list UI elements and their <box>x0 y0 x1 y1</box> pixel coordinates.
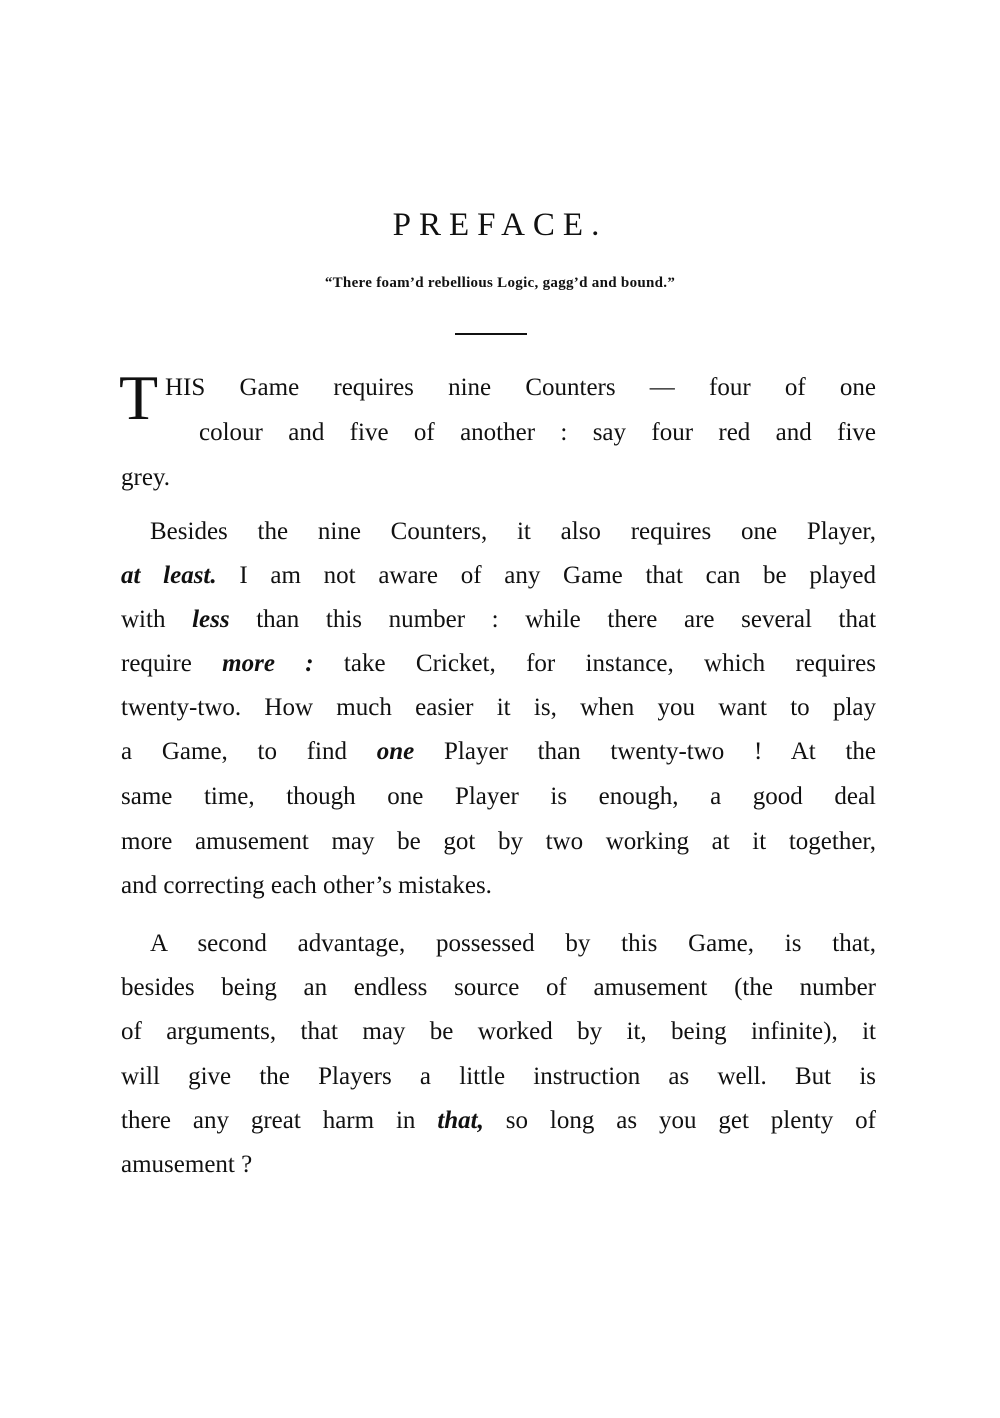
paragraph-2-line-8: more amusement may be got by two working at it together, <box>121 828 876 855</box>
paragraph-1-line-2: colour and five of another : say four red and five <box>199 419 876 446</box>
paragraph-1-line-1: HIS Game requires nine Counters — four of one <box>165 374 876 401</box>
paragraph-2-line-3 <box>121 598 876 642</box>
paragraph-2-line-2 <box>121 554 876 598</box>
paragraph-3-line-6: amusement ? <box>121 1151 253 1178</box>
paragraph-2-line-4-b: take Cricket, for instance, which requires <box>343 650 876 677</box>
paragraph-3-line-4: will give the Players a little instruction as well. But is <box>121 1063 876 1090</box>
epigraph: “There foam’d rebellious Logic, gagg’d and bound.” <box>324 275 676 291</box>
emphasis-that: that, <box>437 1107 484 1134</box>
emphasis-one: one <box>376 738 415 765</box>
paragraph-2-line-6 <box>121 730 876 774</box>
paragraph-2-line-7: same time, though one Player is enough, a good deal <box>121 783 876 810</box>
emphasis-more: more : <box>222 650 314 677</box>
paragraph-2-line-3-a: with <box>121 606 166 633</box>
paragraph-2-line-6-a: a Game, to find <box>121 738 347 765</box>
paragraph-2-line-1: Besides the nine Counters, it also requires one Player, <box>150 518 876 545</box>
page-title: PREFACE. <box>392 207 608 243</box>
emphasis-at-least: at least. <box>121 562 217 589</box>
paragraph-2-line-4 <box>121 642 876 686</box>
section-divider <box>455 333 527 335</box>
paragraph-3-line-5 <box>121 1099 876 1143</box>
paragraph-2-line-4-a: require <box>121 650 192 677</box>
paragraph-2-line-5: twenty-two. How much easier it is, when you want to play <box>121 694 876 721</box>
paragraph-2-line-2-text: I am not aware of any Game that can be played <box>239 562 877 589</box>
drop-cap: T <box>119 362 159 433</box>
paragraph-3-line-5-a: there any great harm in <box>121 1107 416 1134</box>
paragraph-3-line-3: of arguments, that may be worked by it, being infinite), it <box>121 1018 876 1045</box>
paragraph-2-line-6-b: Player than twenty-two ! At the <box>444 738 876 765</box>
paragraph-3-line-1: A second advantage, possessed by this Game, is that, <box>150 930 876 957</box>
paragraph-2-line-9: and correcting each other’s mistakes. <box>121 872 492 899</box>
paragraph-1-line-3: grey. <box>121 464 171 491</box>
paragraph-2-line-3-b: than this number : while there are several that <box>256 606 877 633</box>
emphasis-less: less <box>192 606 230 633</box>
paragraph-3-line-2: besides being an endless source of amusement (the number <box>121 974 876 1001</box>
paragraph-3-line-5-b: so long as you get plenty of <box>505 1107 877 1134</box>
